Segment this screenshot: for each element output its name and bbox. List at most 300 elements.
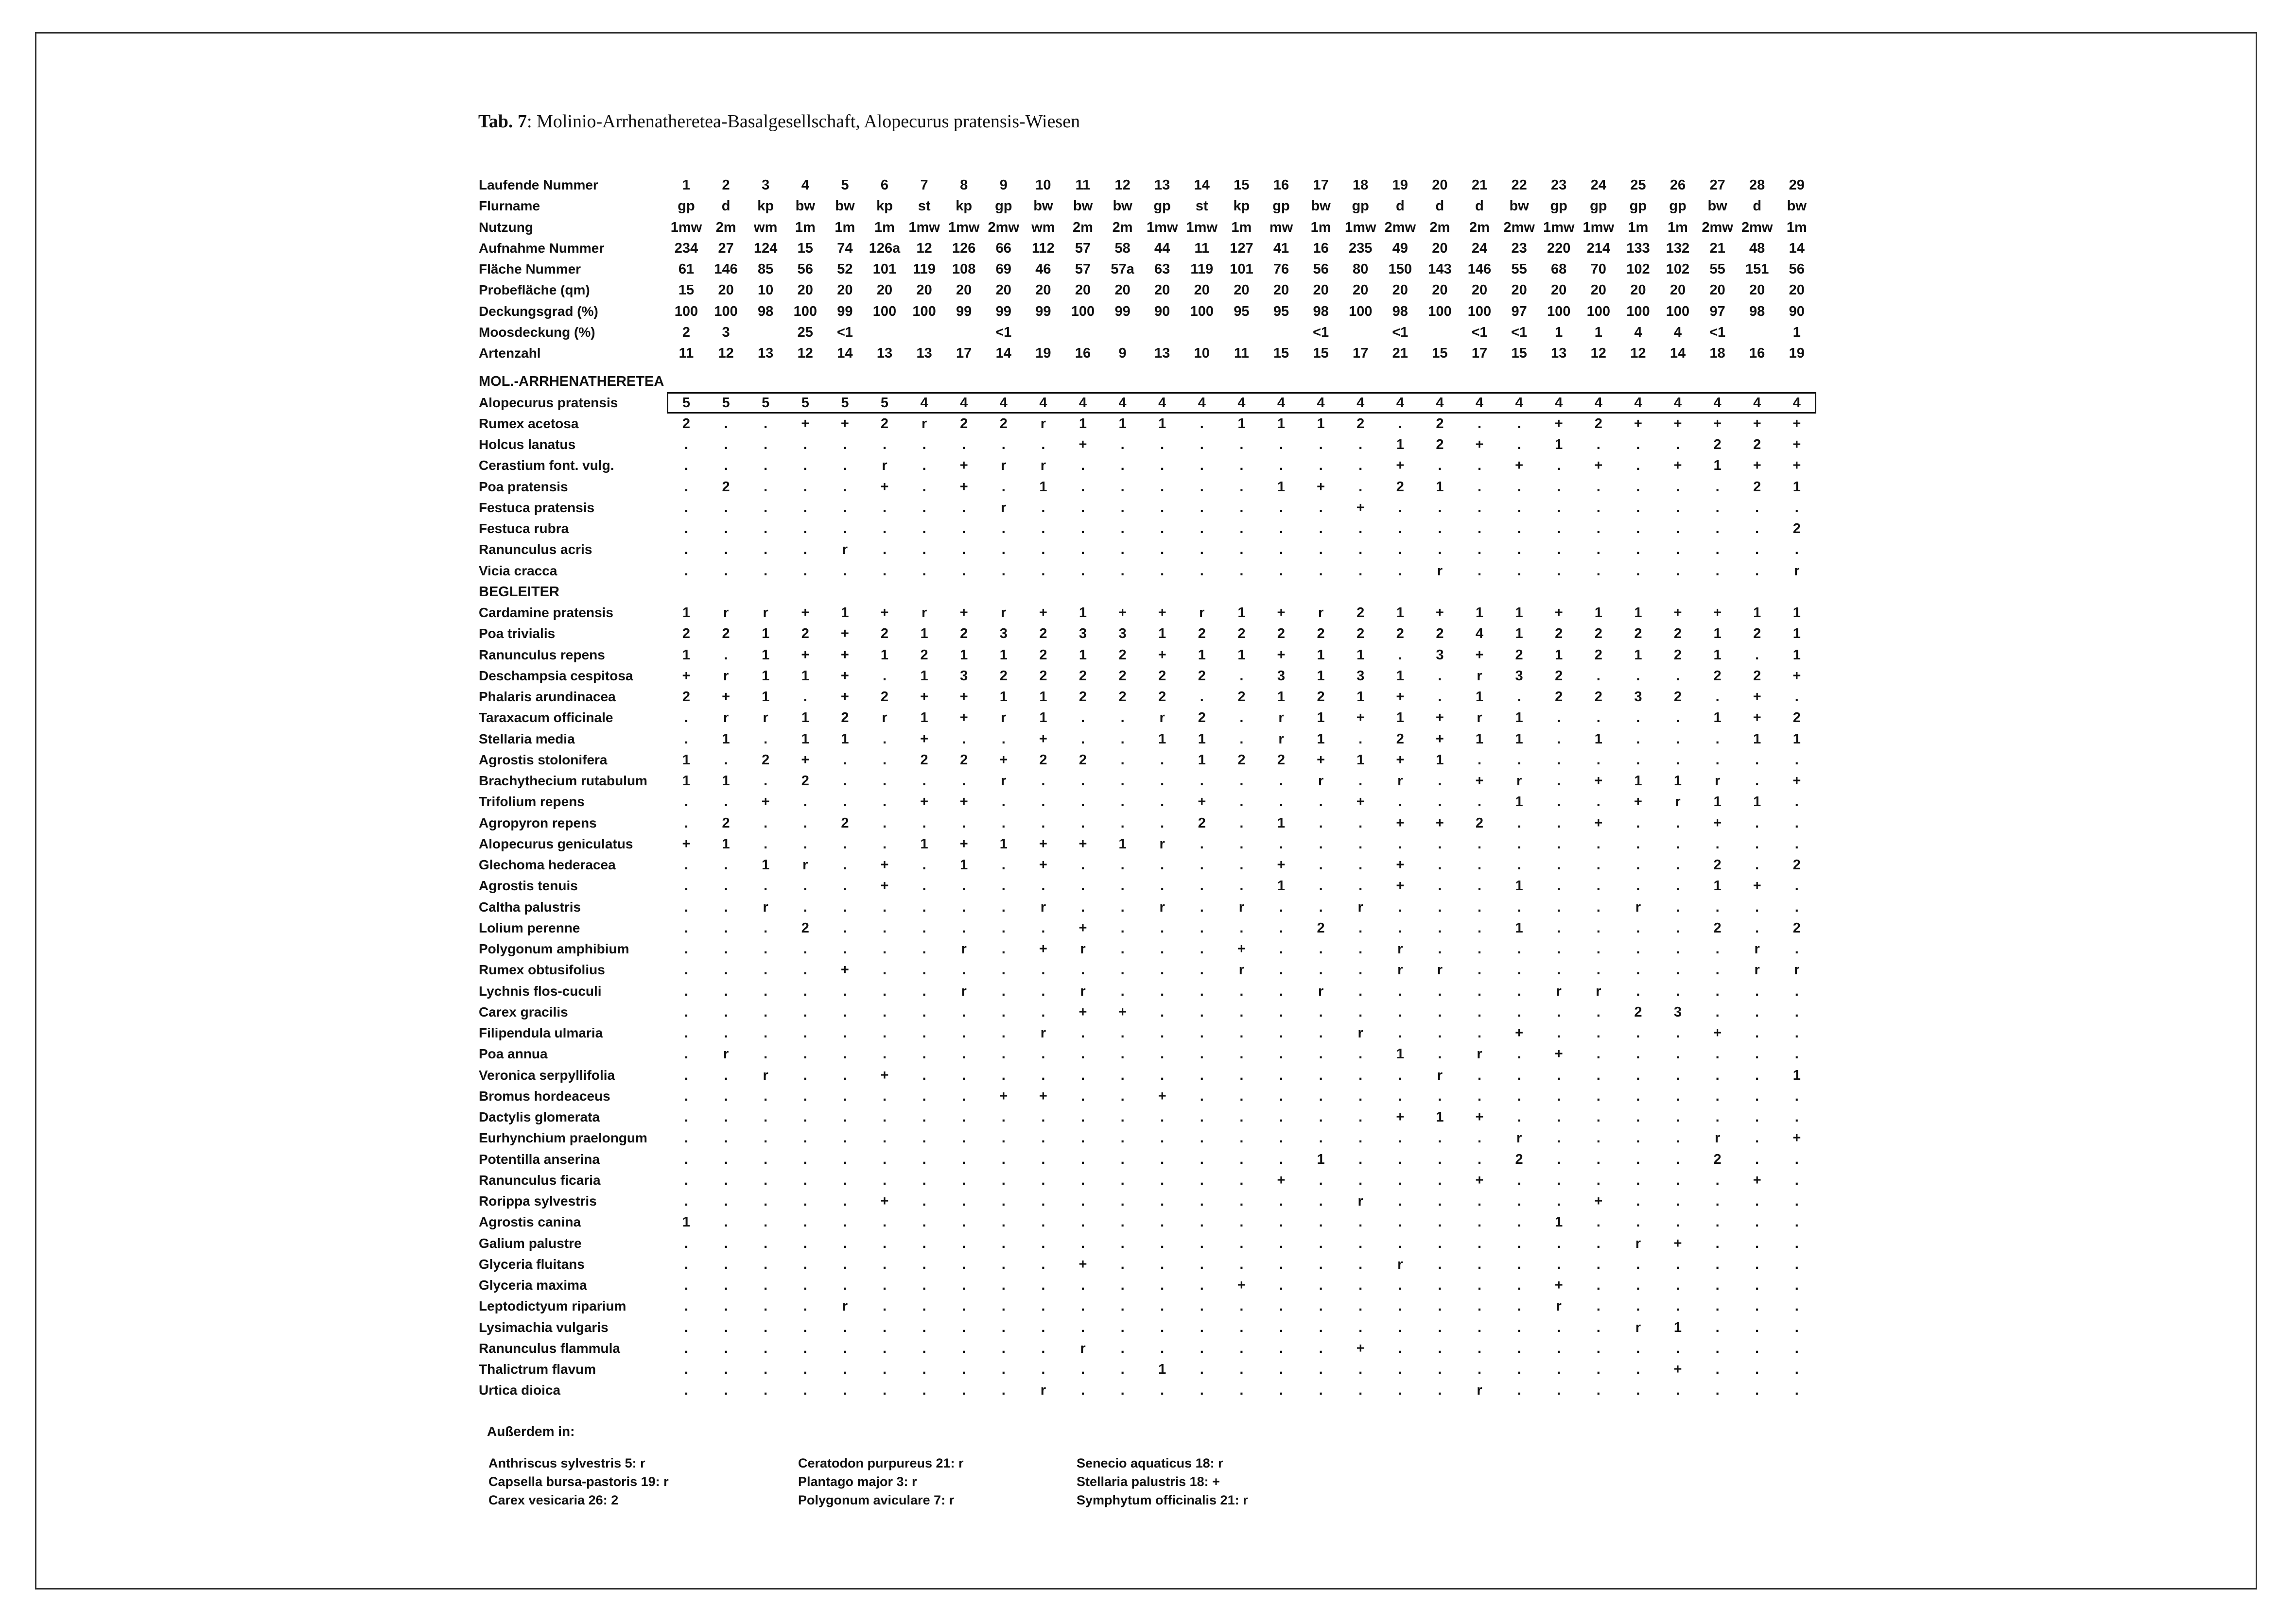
table-cell: .: [1200, 773, 1204, 789]
table-cell: .: [1596, 1340, 1600, 1356]
table-cell: .: [1477, 479, 1482, 495]
table-cell: r: [1159, 710, 1165, 726]
table-cell: 1: [1118, 836, 1127, 852]
table-cell: .: [1319, 1130, 1323, 1146]
table-cell: gp: [1550, 198, 1567, 214]
table-cell: .: [1358, 1172, 1363, 1188]
table-cell: .: [1517, 836, 1521, 852]
table-cell: +: [1554, 415, 1563, 432]
table-cell: .: [1596, 563, 1600, 579]
table-cell: +: [1634, 794, 1642, 810]
table-cell: 3: [1515, 668, 1523, 684]
table-cell: .: [1120, 1340, 1125, 1356]
table-cell: .: [1200, 1319, 1204, 1335]
table-cell: .: [843, 1130, 847, 1146]
table-cell: .: [1636, 668, 1640, 684]
row-label: Ranunculus acris: [479, 542, 592, 557]
table-cell: .: [1755, 1004, 1759, 1020]
table-cell: 2: [1792, 857, 1801, 873]
table-cell: .: [882, 437, 887, 453]
table-cell: .: [1120, 1278, 1125, 1294]
table-cell: .: [1794, 983, 1799, 999]
table-cell: 99: [1114, 303, 1131, 319]
table-cell: .: [1200, 1362, 1204, 1378]
table-cell: +: [880, 857, 889, 873]
table-cell: 2: [1039, 752, 1047, 768]
table-cell: .: [1517, 899, 1521, 915]
table-cell: 2: [1713, 1151, 1722, 1167]
table-cell: .: [882, 1278, 887, 1294]
table-cell: r: [1754, 941, 1760, 957]
table-cell: .: [724, 521, 728, 537]
table-cell: 12: [1590, 346, 1606, 361]
table-number: Tab. 7: [478, 111, 527, 132]
table-cell: .: [803, 458, 807, 474]
table-cell: r: [1477, 668, 1482, 684]
table-cell: .: [1517, 542, 1521, 558]
table-cell: 99: [1035, 303, 1051, 319]
table-cell: .: [1438, 1382, 1442, 1399]
table-cell: 14: [1789, 240, 1805, 256]
table-cell: 1: [801, 710, 809, 726]
table-cell: 14: [837, 346, 853, 361]
table-cell: .: [1715, 1340, 1720, 1356]
row-label: Holcus lanatus: [479, 437, 576, 452]
table-cell: +: [1713, 815, 1722, 831]
table-cell: r: [1080, 1340, 1086, 1356]
table-cell: 2: [1078, 668, 1087, 684]
table-cell: 1: [1317, 1151, 1325, 1167]
table-cell: .: [962, 1340, 966, 1356]
table-cell: +: [1118, 605, 1127, 621]
table-cell: .: [764, 1278, 768, 1294]
table-cell: .: [1358, 437, 1363, 453]
table-cell: 1: [1594, 731, 1602, 747]
table-cell: 100: [1586, 303, 1610, 319]
table-cell: .: [724, 647, 728, 663]
table-cell: .: [1160, 1193, 1165, 1210]
table-cell: 2: [1792, 920, 1801, 936]
table-cell: 1mw: [670, 219, 702, 235]
table-cell: +: [1673, 605, 1682, 621]
table-cell: .: [1120, 1298, 1125, 1314]
table-cell: .: [1477, 857, 1482, 873]
table-cell: .: [1715, 752, 1720, 768]
table-cell: .: [1517, 415, 1521, 432]
table-cell: +: [1039, 605, 1047, 621]
table-cell: .: [1001, 1235, 1006, 1251]
table-cell: .: [1517, 752, 1521, 768]
table-cell: .: [843, 1193, 847, 1210]
table-cell: .: [1636, 479, 1640, 495]
table-cell: .: [1041, 500, 1045, 516]
table-cell: .: [724, 1130, 728, 1146]
table-cell: <1: [1709, 324, 1726, 340]
table-cell: 100: [1666, 303, 1690, 319]
table-cell: .: [1715, 689, 1720, 705]
table-cell: +: [1396, 689, 1405, 705]
table-cell: .: [1200, 1235, 1204, 1251]
table-cell: 4: [1436, 395, 1444, 411]
table-cell: .: [1200, 962, 1204, 978]
table-cell: .: [1794, 1340, 1799, 1356]
table-cell: .: [1398, 1088, 1402, 1104]
table-cell: .: [1319, 941, 1323, 957]
table-cell: 1mw: [948, 219, 980, 235]
table-cell: .: [1438, 1130, 1442, 1146]
table-cell: .: [1557, 878, 1561, 894]
table-cell: 151: [1745, 261, 1769, 277]
table-cell: .: [1398, 1025, 1402, 1041]
table-cell: .: [1080, 1151, 1085, 1167]
table-cell: 44: [1154, 240, 1170, 256]
table-cell: .: [724, 1151, 728, 1167]
table-cell: 20: [1471, 282, 1488, 298]
table-cell: .: [1675, 1109, 1680, 1125]
table-cell: .: [882, 1382, 887, 1399]
table-cell: .: [1794, 1298, 1799, 1314]
table-cell: .: [1080, 794, 1085, 810]
table-cell: .: [1477, 563, 1482, 579]
table-cell: +: [1753, 710, 1761, 726]
table-cell: r: [763, 605, 768, 621]
table-cell: .: [1596, 878, 1600, 894]
table-cell: .: [1675, 1130, 1680, 1146]
table-cell: .: [1715, 1319, 1720, 1335]
table-cell: 2: [1357, 415, 1365, 432]
table-cell: 1: [1792, 324, 1801, 340]
table-cell: .: [1794, 1046, 1799, 1062]
table-cell: .: [1438, 1172, 1442, 1188]
table-cell: .: [764, 542, 768, 558]
table-cell: .: [1001, 731, 1006, 747]
table-cell: 20: [1035, 282, 1051, 298]
table-cell: +: [959, 836, 968, 852]
table-cell: .: [1557, 836, 1561, 852]
table-cell: .: [1041, 1151, 1045, 1167]
table-cell: .: [843, 1109, 847, 1125]
row-label: Urtica dioica: [479, 1382, 561, 1398]
table-cell: gp: [1669, 198, 1687, 214]
table-cell: .: [1041, 1319, 1045, 1335]
table-cell: 22: [1511, 177, 1527, 193]
table-cell: .: [1358, 878, 1363, 894]
table-cell: .: [1675, 563, 1680, 579]
table-cell: 150: [1388, 261, 1412, 277]
table-cell: .: [962, 1382, 966, 1399]
table-cell: 5: [801, 395, 809, 411]
table-cell: .: [882, 1004, 887, 1020]
table-cell: 2: [1158, 689, 1166, 705]
table-cell: .: [803, 1362, 807, 1378]
table-cell: 2: [1753, 626, 1761, 642]
table-cell: .: [1200, 1109, 1204, 1125]
table-cell: .: [922, 1004, 926, 1020]
table-cell: .: [1438, 1362, 1442, 1378]
table-cell: .: [882, 773, 887, 789]
table-cell: .: [1001, 1319, 1006, 1335]
table-cell: 2: [722, 177, 730, 193]
table-cell: .: [1675, 1025, 1680, 1041]
table-cell: 2: [682, 689, 691, 705]
section-heading: BEGLEITER: [479, 584, 559, 600]
table-cell: 4: [1078, 395, 1087, 411]
table-cell: .: [1438, 500, 1442, 516]
table-cell: r: [1001, 605, 1007, 621]
table-cell: .: [1120, 815, 1125, 831]
table-cell: .: [1675, 962, 1680, 978]
table-cell: 2mw: [1384, 219, 1416, 235]
table-cell: 2: [960, 752, 968, 768]
table-cell: .: [1160, 542, 1165, 558]
table-cell: .: [1358, 1382, 1363, 1399]
table-cell: +: [1277, 647, 1286, 663]
table-cell: .: [724, 563, 728, 579]
table-cell: .: [922, 1319, 926, 1335]
table-cell: r: [1397, 962, 1403, 978]
table-cell: +: [1792, 773, 1801, 789]
table-cell: +: [1792, 668, 1801, 684]
table-cell: .: [803, 815, 807, 831]
table-cell: .: [764, 500, 768, 516]
table-cell: .: [684, 899, 689, 915]
table-cell: .: [1160, 1278, 1165, 1294]
table-cell: .: [1080, 1193, 1085, 1210]
table-cell: .: [803, 1109, 807, 1125]
table-cell: 1: [1198, 647, 1206, 663]
table-cell: .: [1596, 1067, 1600, 1083]
table-cell: r: [1159, 836, 1165, 852]
table-cell: .: [882, 1109, 887, 1125]
row-label: Potentilla anserina: [479, 1151, 600, 1167]
table-cell: .: [1239, 794, 1244, 810]
table-cell: .: [1755, 1298, 1759, 1314]
table-cell: .: [1279, 941, 1284, 957]
table-cell: .: [1557, 899, 1561, 915]
table-cell: .: [1160, 1130, 1165, 1146]
table-cell: .: [1517, 500, 1521, 516]
row-label: Thalictrum flavum: [479, 1362, 596, 1377]
table-cell: .: [1477, 1025, 1482, 1041]
table-cell: .: [803, 1004, 807, 1020]
table-cell: 1m: [835, 219, 855, 235]
table-cell: .: [1160, 437, 1165, 453]
table-cell: .: [1715, 1382, 1720, 1399]
table-cell: 11: [678, 346, 694, 361]
table-cell: kp: [956, 198, 973, 214]
table-cell: .: [803, 1046, 807, 1062]
row-label: Trifolium repens: [479, 794, 585, 810]
table-cell: .: [1279, 1151, 1284, 1167]
table-cell: .: [1160, 962, 1165, 978]
table-cell: .: [724, 1278, 728, 1294]
table-cell: .: [922, 1256, 926, 1272]
table-cell: .: [1080, 1046, 1085, 1062]
table-cell: .: [1557, 941, 1561, 957]
table-cell: 1: [1277, 815, 1286, 831]
table-cell: .: [1596, 1214, 1600, 1230]
table-cell: .: [803, 1256, 807, 1272]
table-cell: 2: [1357, 626, 1365, 642]
table-cell: .: [1160, 1235, 1165, 1251]
table-cell: .: [1319, 1214, 1323, 1230]
table-cell: 55: [1511, 261, 1527, 277]
table-cell: .: [1398, 1235, 1402, 1251]
table-cell: 15: [1234, 177, 1250, 193]
table-cell: .: [1675, 542, 1680, 558]
table-cell: .: [1477, 1004, 1482, 1020]
table-cell: .: [1675, 1193, 1680, 1210]
table-cell: .: [1239, 1025, 1244, 1041]
table-cell: 20: [1194, 282, 1210, 298]
table-cell: r: [1635, 1235, 1641, 1251]
row-label: Brachythecium rutabulum: [479, 773, 647, 789]
table-cell: st: [918, 198, 931, 214]
table-cell: .: [1477, 500, 1482, 516]
table-cell: .: [1715, 1172, 1720, 1188]
table-cell: 1: [1594, 605, 1602, 621]
extra-species: Senecio aquaticus 18: r: [1077, 1456, 1223, 1470]
table-cell: .: [1160, 458, 1165, 474]
table-cell: .: [1794, 542, 1799, 558]
table-cell: .: [684, 941, 689, 957]
table-cell: .: [1120, 479, 1125, 495]
table-cell: .: [1438, 458, 1442, 474]
table-cell: +: [1753, 1172, 1761, 1188]
table-cell: .: [1557, 479, 1561, 495]
table-cell: .: [1715, 731, 1720, 747]
table-cell: +: [1475, 647, 1484, 663]
table-cell: +: [1713, 605, 1722, 621]
table-cell: .: [1596, 1256, 1600, 1272]
table-cell: .: [1477, 836, 1482, 852]
table-cell: .: [764, 1109, 768, 1125]
table-cell: +: [1554, 1278, 1563, 1294]
table-cell: +: [1475, 773, 1484, 789]
table-cell: .: [1200, 563, 1204, 579]
table-cell: +: [880, 1067, 889, 1083]
table-cell: .: [1319, 962, 1323, 978]
table-cell: .: [1398, 1298, 1402, 1314]
table-cell: .: [1200, 1382, 1204, 1399]
table-cell: +: [880, 878, 889, 894]
table-cell: .: [1596, 1046, 1600, 1062]
table-cell: .: [1200, 500, 1204, 516]
table-cell: .: [1160, 1214, 1165, 1230]
table-cell: +: [1435, 710, 1444, 726]
table-cell: .: [1477, 1340, 1482, 1356]
table-cell: .: [1041, 920, 1045, 936]
table-cell: .: [843, 479, 847, 495]
table-cell: 23: [1511, 240, 1527, 256]
table-cell: .: [684, 1256, 689, 1272]
table-cell: .: [1477, 794, 1482, 810]
table-cell: .: [724, 794, 728, 810]
table-cell: 101: [1230, 261, 1253, 277]
table-cell: r: [1794, 962, 1800, 978]
table-cell: 4: [1713, 395, 1722, 411]
table-cell: .: [1239, 1130, 1244, 1146]
table-cell: 1: [1555, 437, 1563, 453]
extra-species: Anthriscus sylvestris 5: r: [488, 1456, 645, 1470]
table-cell: .: [1120, 857, 1125, 873]
row-label: Phalaris arundinacea: [479, 689, 616, 705]
table-cell: .: [1358, 1235, 1363, 1251]
table-cell: 1: [682, 647, 691, 663]
table-cell: 3: [1436, 647, 1444, 663]
table-cell: .: [1398, 983, 1402, 999]
table-cell: 1: [1515, 710, 1523, 726]
table-cell: .: [1715, 521, 1720, 537]
table-cell: .: [1160, 1319, 1165, 1335]
table-cell: +: [1594, 458, 1603, 474]
table-cell: .: [1675, 857, 1680, 873]
table-cell: .: [962, 563, 966, 579]
table-cell: .: [843, 1046, 847, 1062]
table-cell: +: [1713, 1025, 1722, 1041]
table-cell: .: [684, 1046, 689, 1062]
table-cell: .: [1477, 1256, 1482, 1272]
table-cell: bw: [1113, 198, 1132, 214]
table-cell: .: [1636, 1151, 1640, 1167]
table-cell: .: [1517, 1340, 1521, 1356]
table-cell: r: [1001, 458, 1007, 474]
table-cell: .: [1794, 1256, 1799, 1272]
table-cell: 3: [1277, 668, 1286, 684]
table-cell: <1: [1392, 324, 1409, 340]
table-cell: 1: [682, 605, 691, 621]
table-cell: d: [1753, 198, 1762, 214]
table-cell: 98: [1313, 303, 1329, 319]
table-cell: r: [1477, 1046, 1482, 1062]
table-cell: r: [961, 983, 967, 999]
table-cell: 20: [1432, 240, 1448, 256]
table-cell: 1: [1396, 668, 1404, 684]
table-cell: +: [1515, 1025, 1524, 1041]
table-cell: .: [803, 479, 807, 495]
table-cell: .: [1080, 1278, 1085, 1294]
table-cell: .: [803, 1235, 807, 1251]
table-cell: .: [1358, 563, 1363, 579]
table-cell: .: [1596, 836, 1600, 852]
table-cell: .: [1517, 1088, 1521, 1104]
row-label: Lysimachia vulgaris: [479, 1319, 609, 1335]
table-cell: .: [803, 1088, 807, 1104]
table-cell: 2: [1317, 689, 1325, 705]
table-cell: .: [1438, 1088, 1442, 1104]
table-cell: .: [1398, 1362, 1402, 1378]
table-cell: .: [803, 1382, 807, 1399]
table-cell: .: [922, 521, 926, 537]
table-cell: .: [1398, 1319, 1402, 1335]
table-cell: .: [1755, 857, 1759, 873]
table-cell: 2: [999, 668, 1008, 684]
table-cell: .: [1477, 920, 1482, 936]
table-cell: .: [1755, 1109, 1759, 1125]
table-cell: .: [1517, 1004, 1521, 1020]
table-cell: .: [1636, 941, 1640, 957]
table-cell: .: [764, 815, 768, 831]
table-cell: 4: [1673, 324, 1682, 340]
table-cell: .: [1239, 878, 1244, 894]
table-cell: +: [999, 752, 1008, 768]
table-cell: .: [922, 479, 926, 495]
table-cell: .: [724, 941, 728, 957]
table-cell: r: [1714, 773, 1721, 789]
table-cell: .: [1755, 1235, 1759, 1251]
table-cell: 99: [837, 303, 853, 319]
table-cell: .: [1358, 1298, 1363, 1314]
